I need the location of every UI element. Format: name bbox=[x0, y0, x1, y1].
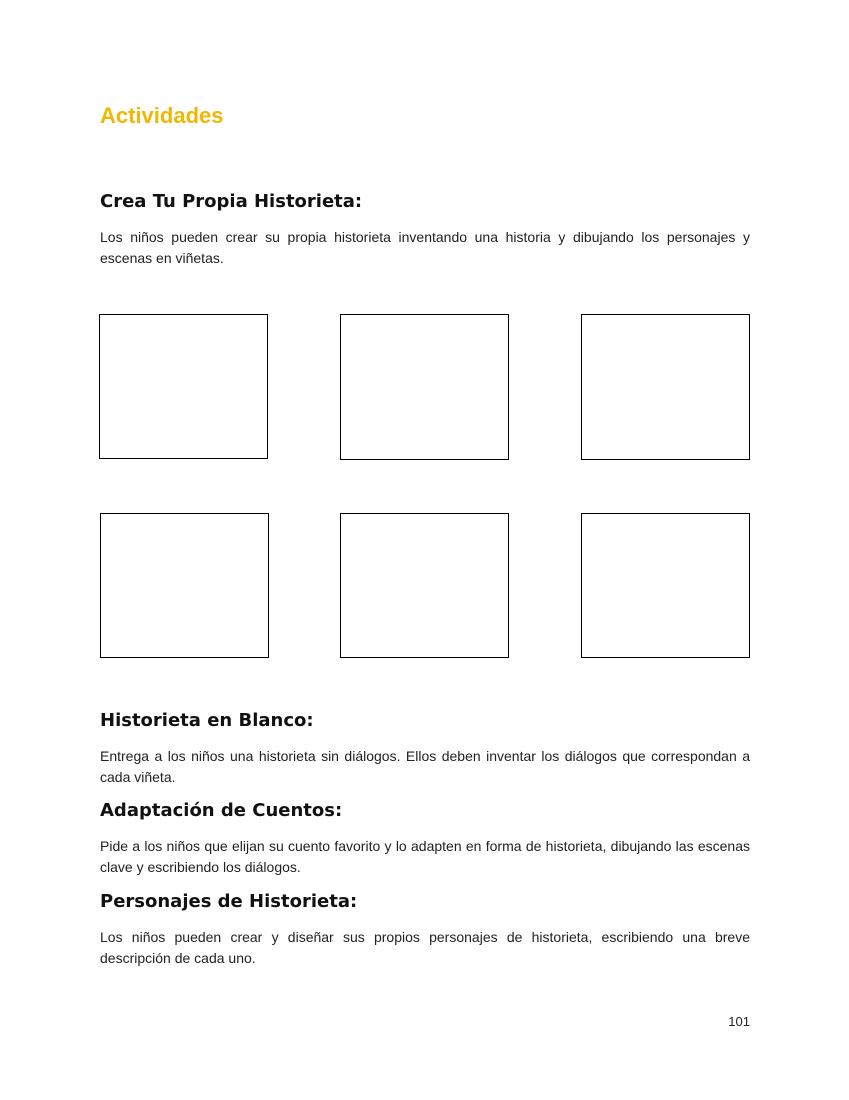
section-heading-crea-tu-propia-historieta: Crea Tu Propia Historieta: bbox=[100, 191, 363, 212]
section-heading-historieta-en-blanco: Historieta en Blanco: bbox=[100, 710, 314, 731]
comic-panel-1 bbox=[99, 314, 268, 459]
comic-panel-6 bbox=[581, 513, 750, 658]
section-text-historieta-en-blanco: Entrega a los niños una historieta sin diálogos. Ellos deben inventar los diálogos que correspondan a cada viñeta. bbox=[100, 748, 750, 785]
section-heading-personajes-de-historieta: Personajes de Historieta: bbox=[100, 891, 358, 912]
section-text-crea-tu-propia-historieta: Los niños pueden crear su propia historieta inventando una historia y dibujando los personajes y escenas en viñetas. bbox=[100, 229, 750, 266]
comic-panel-4 bbox=[100, 513, 269, 658]
section-text-personajes-de-historieta: Los niños pueden crear y diseñar sus propios personajes de historieta, escribiendo una breve descripción de cada uno. bbox=[100, 929, 750, 966]
comic-panel-5 bbox=[340, 513, 509, 658]
comic-panel-3 bbox=[581, 314, 750, 460]
comic-panel-2 bbox=[340, 314, 509, 460]
section-text-adaptacion-de-cuentos: Pide a los niños que elijan su cuento favorito y lo adapten en forma de historieta, dibujando las escenas clave y escribiendo los diálogos. bbox=[100, 838, 750, 875]
page-title: Actividades bbox=[100, 103, 224, 128]
section-heading-adaptacion-de-cuentos: Adaptación de Cuentos: bbox=[100, 800, 343, 821]
page-number: 101 bbox=[728, 1014, 750, 1029]
